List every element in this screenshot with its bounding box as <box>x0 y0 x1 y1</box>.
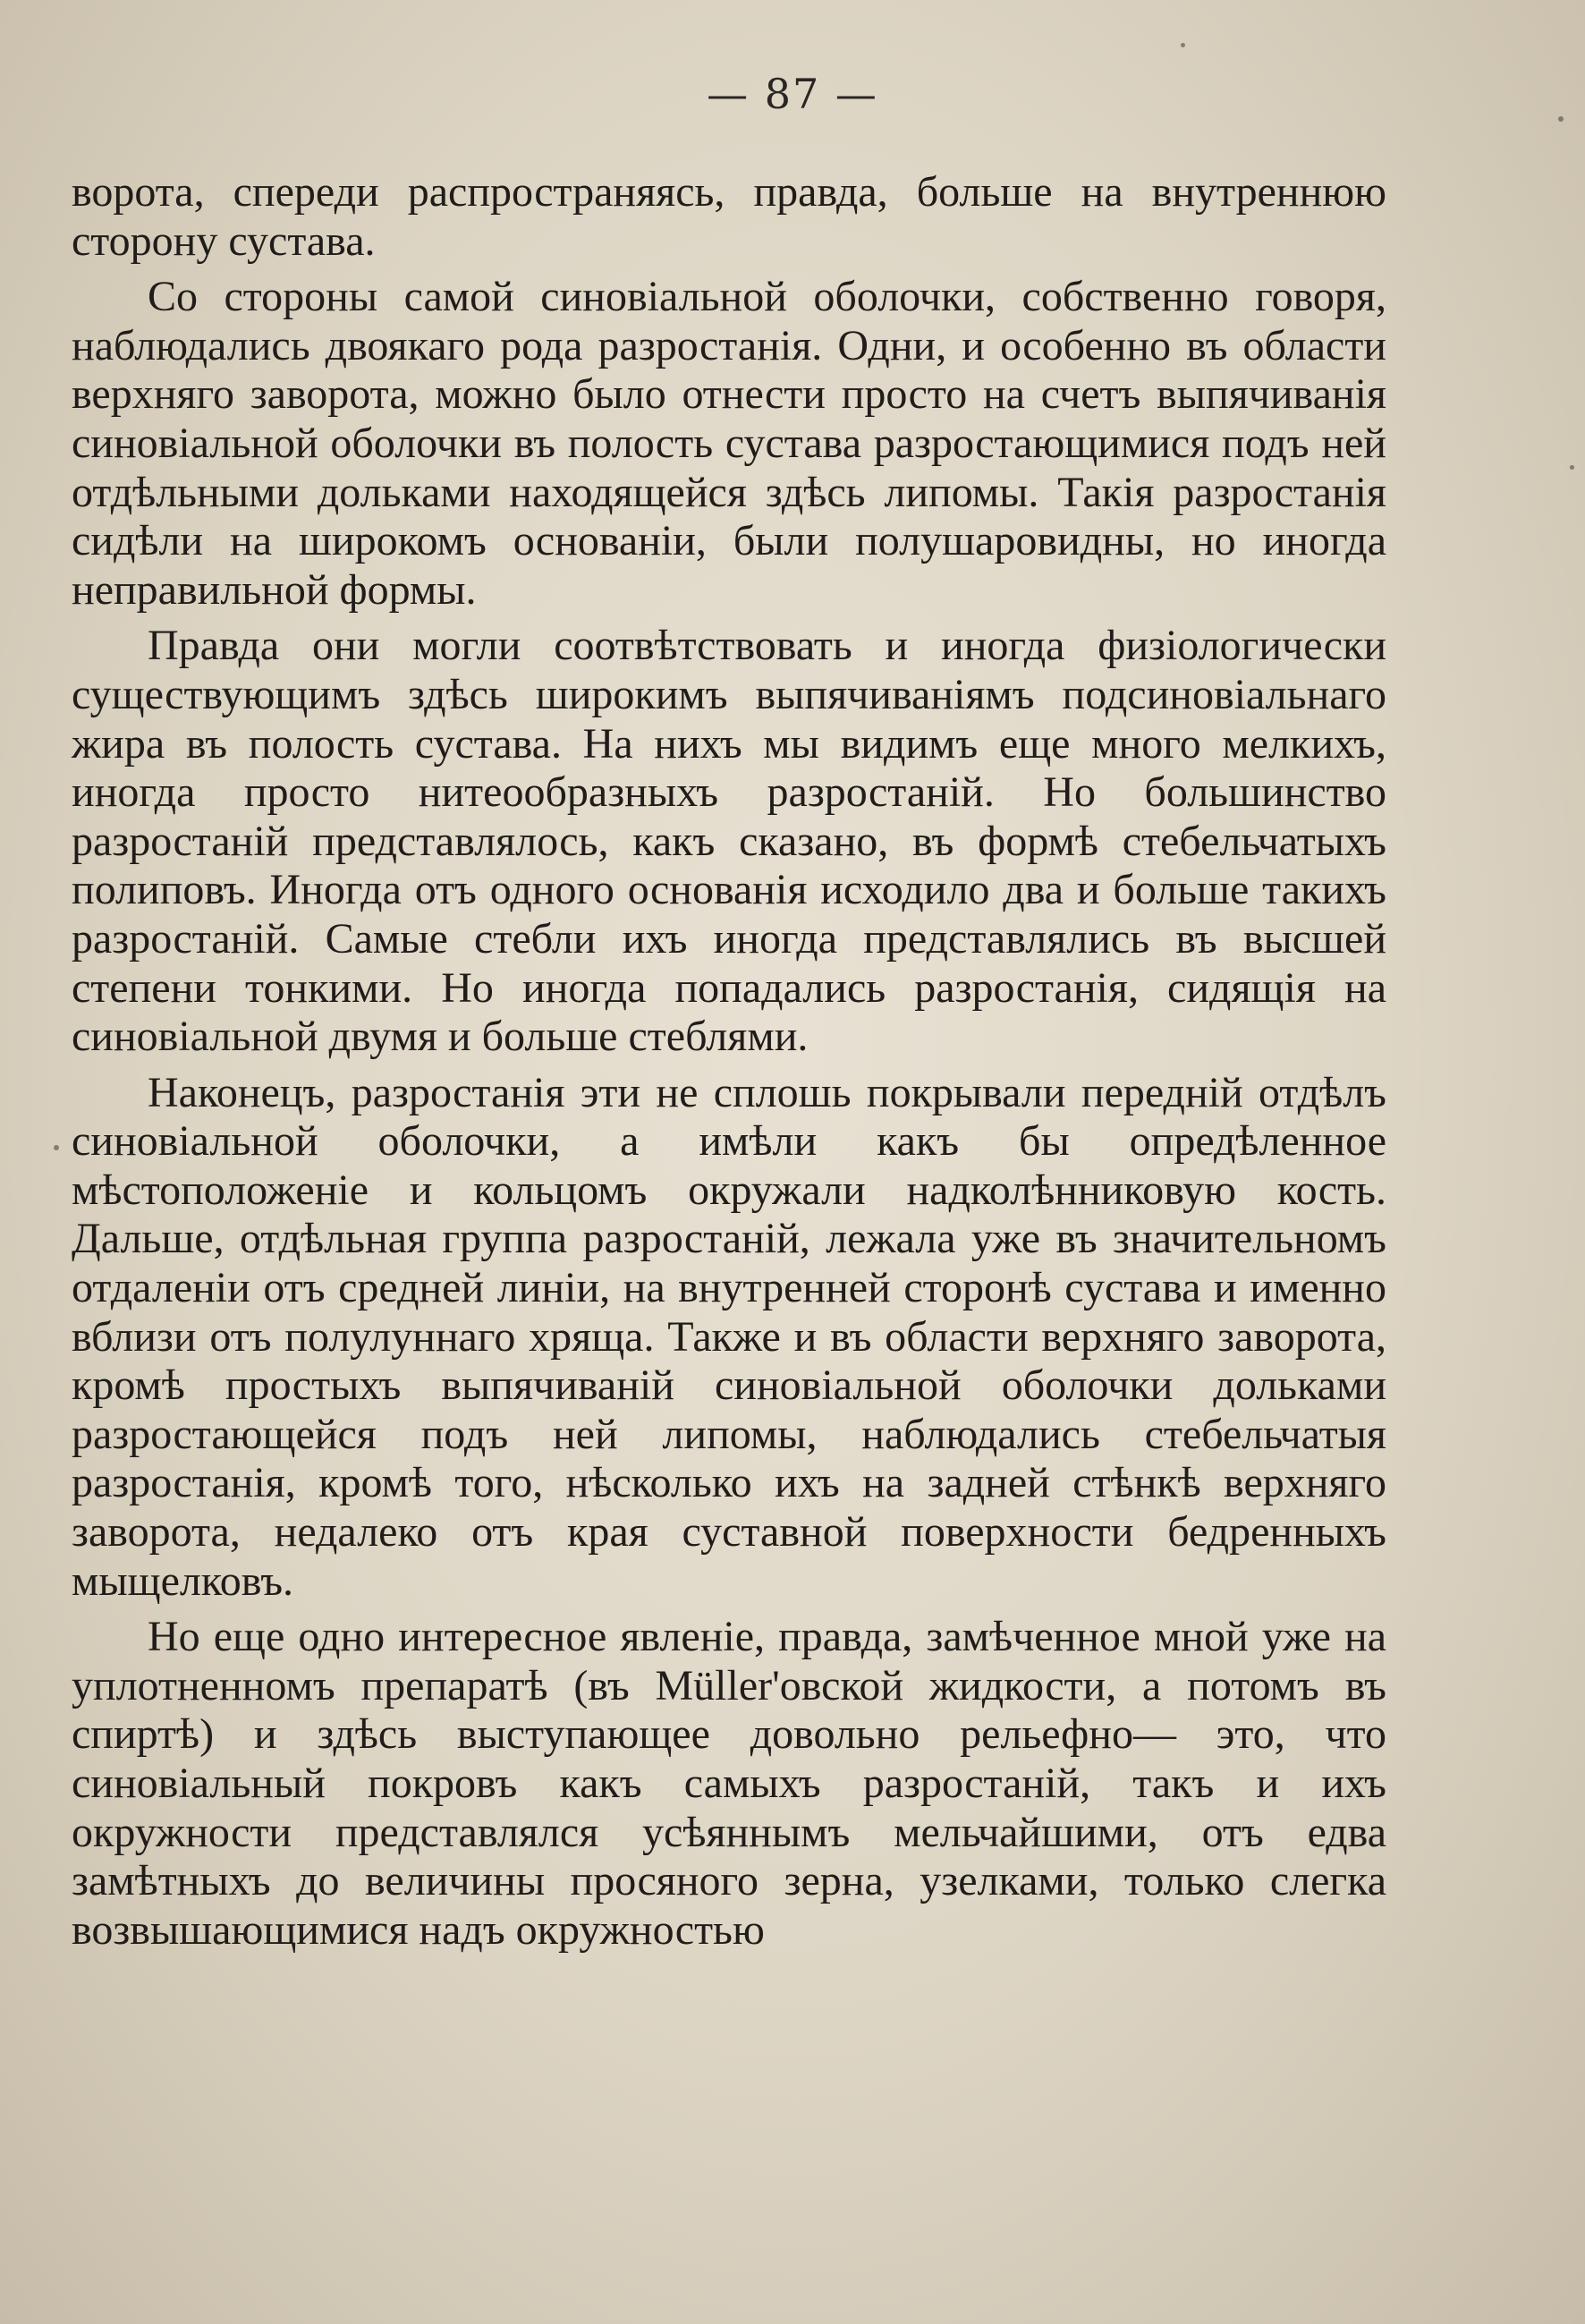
paragraph-3: Правда они могли соотвѣтствовать и иногда физіологически существующимъ здѣсь широкимъ выпячиваніямъ подсиновіальнаго жира въ полость сустава. На нихъ мы видимъ еще много мелкихъ, иногда просто нитеообразныхъ разростаній. Но большинство разростаній представлялось, какъ сказано, въ формѣ стебельчатыхъ полиповъ. Иногда отъ одного основанія исходило два и больше такихъ разростаній. Самые стебли ихъ иногда представлялись въ высшей степени тонкими. Но иногда попадались разростанія, сидящія на синовіальной двумя и больше стеблями. <box>72 622 1386 1061</box>
ink-speck <box>1558 116 1564 122</box>
page-number: — 87 — <box>707 70 878 118</box>
body-text <box>72 168 1386 1955</box>
ink-speck <box>1181 43 1185 47</box>
paragraph-5: Но еще одно интересное явленіе, правда, замѣченное мной уже на уплотненномъ препаратѣ (въ Müller'овской жидкости, а потомъ въ спиртѣ) и здѣсь выступающее довольно рельефно— это, что синовіальный покровъ какъ самыхъ разростаній, такъ и ихъ окружности представлялся усѣяннымъ мельчайшими, отъ едва замѣтныхъ до величины просяного зерна, узелками, только слегка возвышающимися надъ окружностью <box>72 1613 1386 1954</box>
paragraph-1: ворота, спереди распространяясь, правда, больше на внутреннюю сторону сустава. <box>72 168 1386 265</box>
paragraph-2: Со стороны самой синовіальной оболочки, собственно говоря, наблюдались двоякаго рода разростанія. Одни, и особенно въ области верхняго заворота, можно было отнести просто на счетъ выпячиванія синовіальной оболочки въ полость сустава разростающимися подъ ней отдѣльными дольками находящейся здѣсь липомы. Такія разростанія сидѣли на широкомъ основаніи, были полушаровидны, но иногда неправильной формы. <box>72 273 1386 614</box>
ink-speck <box>54 1145 59 1150</box>
ink-speck <box>1570 465 1574 470</box>
paragraph-4: Наконецъ, разростанія эти не сплошь покрывали передній отдѣлъ синовіальной оболочки, а имѣли какъ бы опредѣленное мѣстоположеніе и кольцомъ окружали надколѣнниковую кость. Дальше, отдѣльная группа разростаній, лежала уже въ значительномъ отдаленіи отъ средней линіи, на внутренней сторонѣ сустава и именно вблизи отъ полулуннаго хряща. Также и въ области верхняго заворота, кромѣ простыхъ выпячиваній синовіальной оболочки дольками разростающейся подъ ней липомы, наблюдались стебельчатыя разростанія, кромѣ того, нѣсколько ихъ на задней стѣнкѣ верхняго заворота, недалеко отъ края суставной поверхности бедренныхъ мыщелковъ. <box>72 1068 1386 1605</box>
